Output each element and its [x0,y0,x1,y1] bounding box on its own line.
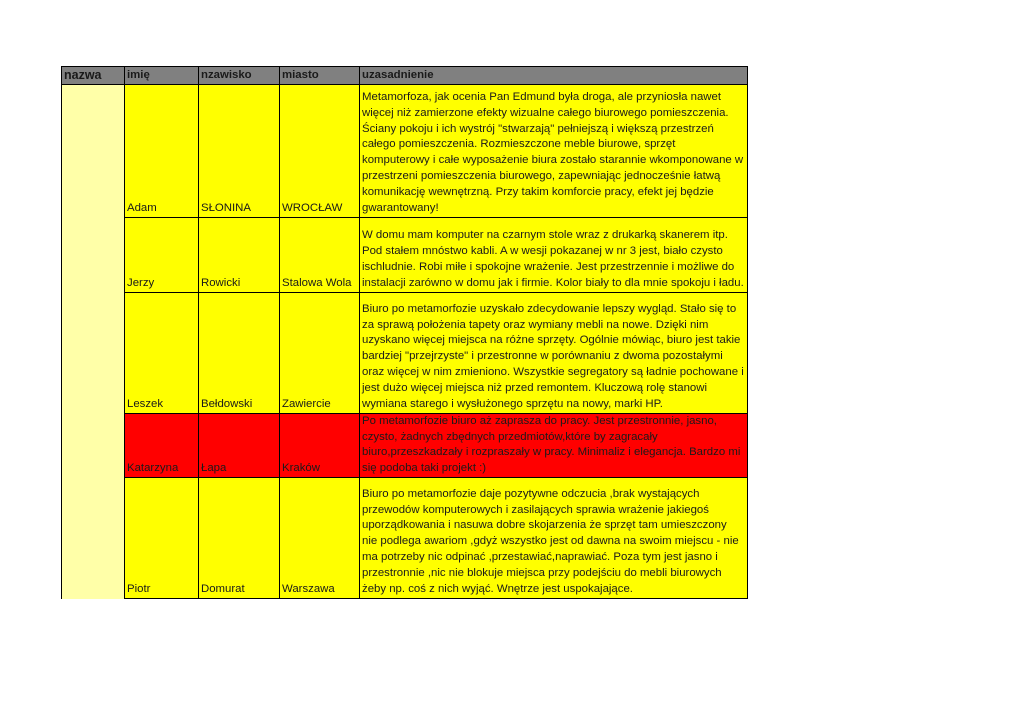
imie-cell[interactable]: Jerzy [125,218,199,293]
column-header-imie[interactable]: imię [125,67,199,85]
miasto-cell[interactable]: Kraków [280,414,360,478]
uzasadnienie-cell[interactable]: Metamorfoza, jak ocenia Pan Edmund była droga, ale przyniosła nawet więcej niż zamierzone efekty wizualne całego biurowego pomieszczenia. Ściany pokoju i ich wystrój "stwarzają" pełniejszą i większą przestrzeń całego pomieszczenia. Rozmieszczone meble biurowe, sprzęt komputerowy i całe wyposażenie biura zostało starannie wkomponowane w przestrzeni pomieszczenia biurowego, zapewniając jednocześnie łatwą komunikację wewnętrzną. Przy takim komforcie pracy, efekt jej będzie gwarantowany! [360,85,748,218]
nazwisko-cell[interactable]: SŁONINA [199,85,280,218]
nazwisko-cell[interactable]: Łapa [199,414,280,478]
uzasadnienie-cell[interactable]: Biuro po metamorfozie daje pozytywne odczucia ,brak wystających przewodów komputerowych i zasilających sprawia wrażenie jakiegoś uporządkowania i nasuwa dobre skojarzenia że sprzęt tam umieszczony nie podlega awariom ,gdyż wszystko jest od dawna na swoim miejscu - nie ma potrzeby nic odpinać ,przestawiać,naprawiać. Poza tym jest jasno i przestronnie ,nic nie blokuje miejsca przy podejściu do mebli biurowych żeby np. coś z nich wyjąć. Wnętrze jest uspokajające. [360,478,748,599]
miasto-cell[interactable]: Warszawa [280,478,360,599]
miasto-cell[interactable]: WROCŁAW [280,85,360,218]
uzasadnienie-cell[interactable]: W domu mam komputer na czarnym stole wraz z drukarką skanerem itp. Pod stałem mnóstwo kabli. A w wesji pokazanej w nr 3 jest, biało czysto ischludnie. Robi miłe i spokojne wrażenie. Jest przestrzennie i możliwe do instalacji zarówno w domu jak i firmie. Kolor biały to dla mnie spokoju i ładu. [360,218,748,293]
table-row [62,478,748,599]
column-header-nazwisko[interactable]: nzawisko [199,67,280,85]
imie-cell[interactable]: Piotr [125,478,199,599]
column-header-uzasadnienie[interactable]: uzasadnienie [360,67,748,85]
miasto-cell[interactable]: Stalowa Wola [280,218,360,293]
imie-cell[interactable]: Leszek [125,293,199,414]
nazwa-cell[interactable] [62,85,125,599]
imie-cell[interactable]: Katarzyna [125,414,199,478]
column-header-miasto[interactable]: miasto [280,67,360,85]
imie-cell[interactable]: Adam [125,85,199,218]
nazwisko-cell[interactable]: Bełdowski [199,293,280,414]
table-row [62,414,748,478]
table-row [62,293,748,414]
table-row [62,218,748,293]
column-header-nazwa[interactable]: nazwa [62,67,125,85]
header-row [62,67,748,85]
nazwisko-cell[interactable]: Rowicki [199,218,280,293]
spreadsheet-table [61,66,748,599]
uzasadnienie-cell[interactable]: Po metamorfozie biuro aż zaprasza do pracy. Jest przestronnie, jasno, czysto, żadnych zbędnych przedmiotów,które by zagracały biuro,przeszkadzały i rozpraszały w pracy. Minimaliz i elegancja. Bardzo mi się podoba taki projekt :) [360,414,748,478]
table-row [62,85,748,218]
miasto-cell[interactable]: Zawiercie [280,293,360,414]
nazwisko-cell[interactable]: Domurat [199,478,280,599]
uzasadnienie-cell[interactable]: Biuro po metamorfozie uzyskało zdecydowanie lepszy wygląd. Stało się to za sprawą położenia tapety oraz wymiany mebli na nowe. Dzięki nim uzyskano więcej miejsca na różne sprzęty. Ogólnie mówiąc, biuro jest takie bardziej "przejrzyste" i przestronne w porównaniu z dwoma pozostałymi oraz więcej w nim zmieniono. Wszystkie segregatory są ładnie pochowane i jest dużo więcej miejsca niż przed remontem. Kluczową rolę stanowi wymiana starego i wysłużonego sprzętu na nowy, marki HP. [360,293,748,414]
